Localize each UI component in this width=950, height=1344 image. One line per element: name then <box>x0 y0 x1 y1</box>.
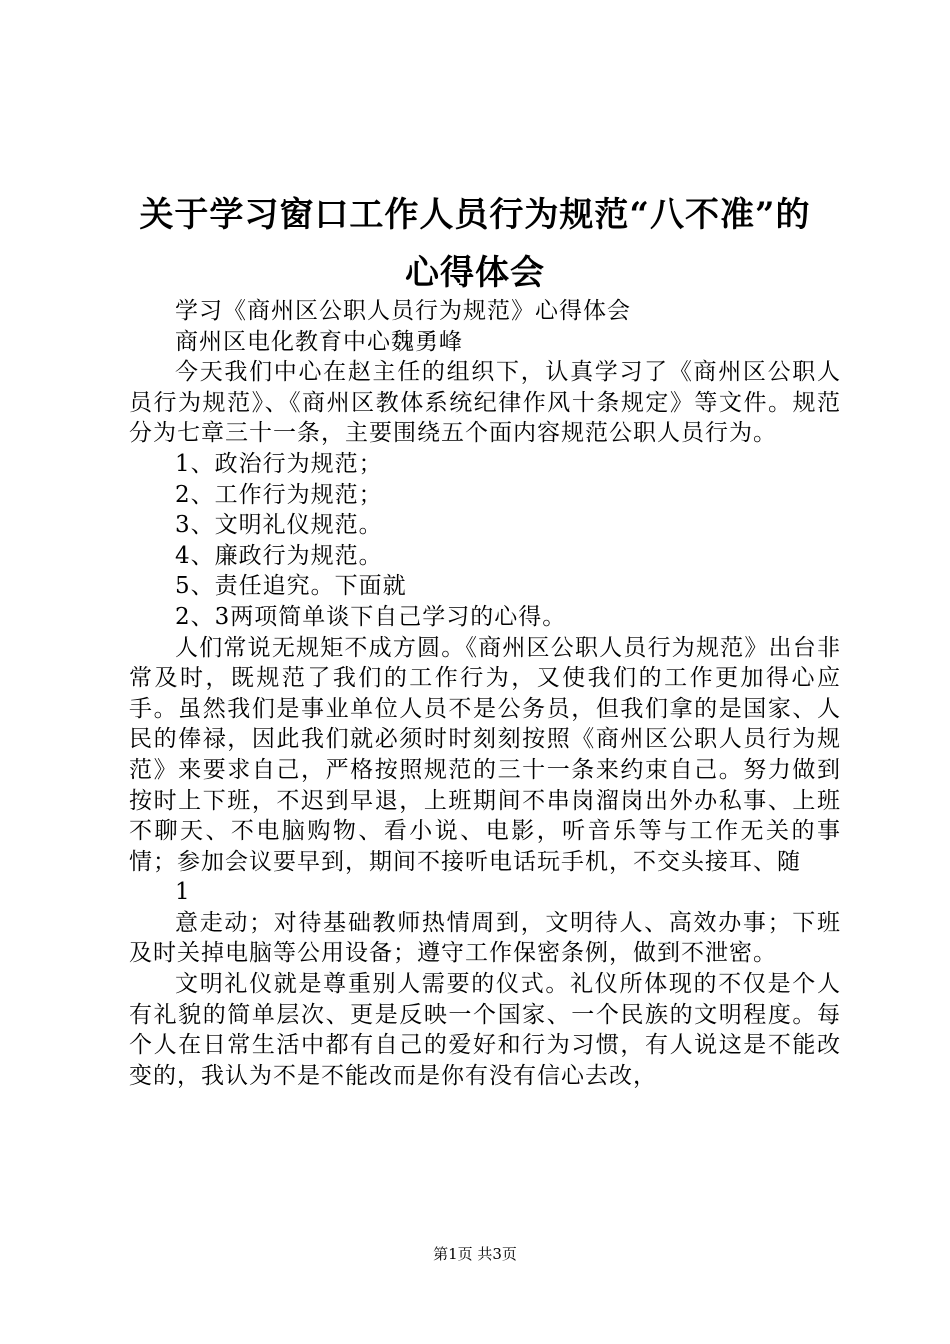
inline-page-number: 1 <box>175 879 191 906</box>
title-line-1: 关于学习窗口工作人员行为规范“八不准”的 <box>139 195 811 235</box>
paragraph: 意走动；对待基础教师热情周到，文明待人、高效办事；下班及时关掉电脑等公用设备；遵守工作保密条例，做到不泄密。 <box>129 909 841 967</box>
list-item: 3、文明礼仪规范。 <box>175 512 383 539</box>
list-item: 5、责任追究。下面就 <box>175 573 407 600</box>
paragraph: 2、3两项简单谈下自己学习的心得。 <box>175 603 567 630</box>
title-line-2: 心得体会 <box>405 253 545 293</box>
list-item: 4、廉政行为规范。 <box>175 542 383 569</box>
page-footer: 第1页 共3页 <box>433 1245 517 1263</box>
list-item: 2、工作行为规范； <box>175 481 383 508</box>
paragraph: 文明礼仪就是尊重别人需要的仪式。礼仪所体现的不仅是个人有礼貌的简单层次、更是反映一个国家、一个民族的文明程度。每个人在日常生活中都有自己的爱好和行为习惯，有人说这是不能改变的，我认为不是不能改而是你有没有信心去改， <box>129 971 841 1089</box>
paragraph: 人们常说无规矩不成方圆。《商州区公职人员行为规范》出台非常及时，既规范了我们的工作行为，又使我们的工作更加得心应手。虽然我们是事业单位人员不是公务员，但我们拿的是国家、人民的俸禄，因此我们就必须时时刻刻按照《商州区公职人员行为规范》来要求自己，严格按照规范的三十一条来约束自己。努力做到按时上下班，不迟到早退，上班期间不串岗溜岗出外办私事、上班不聊天、不电脑购物、看小说、电影，听音乐等与工作无关的事情；参加会议要早到，期间不接听电话玩手机，不交头接耳、随 <box>129 634 841 875</box>
document-body <box>129 296 841 1091</box>
paragraph-intro: 今天我们中心在赵主任的组织下，认真学习了《商州区公职人员行为规范》、《商州区教体系统纪律作风十条规定》等文件。规范分为七章三十一条，主要围绕五个面内容规范公职人员行为。 <box>129 359 841 447</box>
subtitle: 学习《商州区公职人员行为规范》心得体会 <box>175 298 631 324</box>
list-item: 1、政治行为规范； <box>175 450 383 477</box>
document-title <box>110 186 840 302</box>
author-line: 商州区电化教育中心魏勇峰 <box>175 328 463 355</box>
